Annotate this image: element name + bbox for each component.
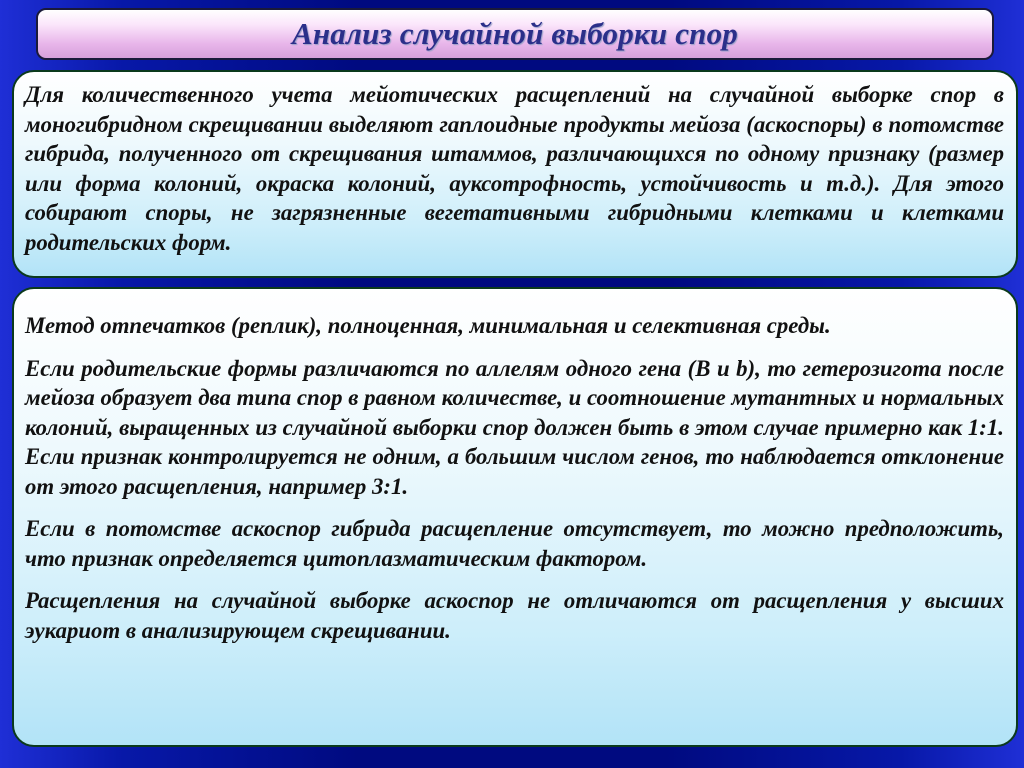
slide-title-bar — [36, 8, 994, 60]
intro-paragraph: Для количественного учета мейотических расщеплений на случайной выборке спор в моногибридном скрещивании выделяют гаплоидные продукты мейоза (аскоспоры) в потомстве гибрида, полученного от скрещивания штаммов, различающихся по одному признаку (размер или форма колоний, окраска колоний, ауксотрофность, устойчивость и т.д.). Для этого собирают споры, не загрязненные вегетативными гибридными клетками и клетками родительских форм. — [25, 82, 1004, 255]
methods-paragraph: Метод отпечатков (реплик), полноценная, минимальная и селективная среды. — [25, 313, 831, 338]
slide-title: Анализ случайной выборки спор — [291, 16, 739, 51]
allele-ratio-paragraph: Если родительские формы различаются по аллелям одного гена (B и b), то гетерозигота после мейоза образует два типа спор в равном количестве, и соотношение мутантных и нормальных колоний, выращенных из случайной выборки спор должен быть в этом случае примерно как 1:1. Если признак контролируется не одним, а большим числом генов, то наблюдается отклонение от этого расщепления, например 3:1. — [25, 355, 1004, 499]
intro-panel — [12, 70, 1018, 278]
details-panel — [12, 287, 1018, 747]
eukaryote-comparison-paragraph: Расщепления на случайной выборке аскоспор не отличаются от расщепления у высших эукариот в анализирующем скрещивании. — [25, 588, 1004, 643]
cytoplasmic-factor-paragraph: Если в потомстве аскоспор гибрида расщепление отсутствует, то можно предположить, что признак определяется цитоплазматическим фактором. — [25, 516, 1004, 571]
